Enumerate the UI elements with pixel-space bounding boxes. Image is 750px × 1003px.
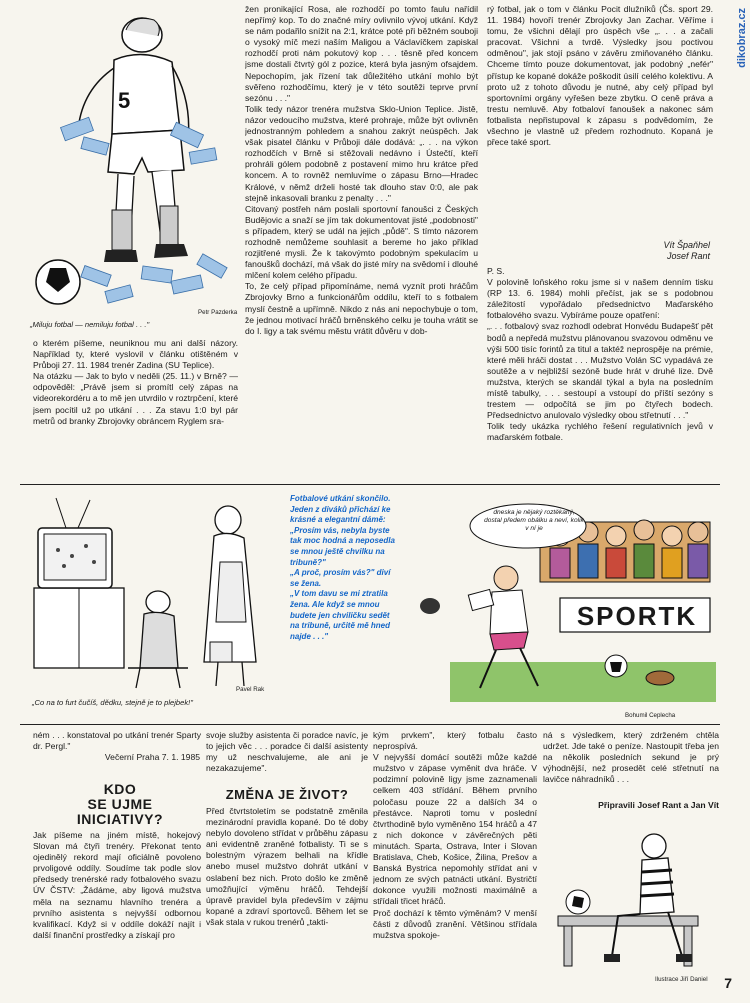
top-col3-ps: P. S. V polovině loňského roku jsme si v našem denním tisku (RP 13. 6. 1984) mohli přečíst, jak se s podobnou záležitostí vypořádalo předsednictvo Maďarského fotbalového svazu. Vybíráme pouze opatření: „. . . fotbalový svaz rozhodl odebrat Honvédu Budapešť pět bodů a nepředá mužstvu plánovanou svazovou odměnu ve výši 500 tisíc forintů za titul a taktéž neprospěje na prémie, které měli hráči dostat . . . Mužstvo Volán SC vypadává ze soutěže a v nejbližší sezóně bude hrát v druhé lize. Dvě mužstva, kterých se skandál týkal a byla na posledním místě tabulky, . . . sestoupí a vstoupí do příští sezóny s trestem — odpočítá se jim po čtyřech bodech. Předsednictvo anulovalo výsledky obou střetnutí . . ." Tolik tedy ukázka rychlého řešení regulativních jevů v maďarském fotbale.: [487, 266, 713, 443]
bottom-col1-source: Večerní Praha 7. 1. 1985: [104, 752, 200, 762]
heading-initiative: KDO SE UJME INICIATIVY?: [76, 781, 164, 827]
svg-text:5: 5: [118, 88, 131, 113]
cartoon3-sign: SPORTK: [576, 601, 698, 631]
page-number: 7: [724, 975, 732, 991]
bottom-col3-text: kým prvkem", který fotbalu často neprospívá. V nejvyšší domácí soutěži může každé mužstvo v zápase vyměnit dva hráče. V podzimní polovině ligy jsme zaznamenali celkem 403 střídání. Během prvního poločasu pouze 22 a dalších 34 o přestávce. Naproti tomu v poslední čtvrthodině bylo vyměněno 154 hráčů a 47 z nich dokonce v závěrečných pěti minutách. Sparta, Ostrava, Inter i Slovan Bratislava, Cheb, Košice, Žilina, Prešov a Banská Bystrica nepomohly střídat ani v jednom ze svých patnácti utkání. Bystričtí dokonce využili možnosti maximálně a střídali třicet hráčů. Proč dochází k těmto výměnám? V menší části z důvodů zranění. Většinou střídala mužstva spokoje-: [373, 730, 537, 940]
cartoon1-credit: Petr Pazderka: [198, 309, 238, 316]
bottom-col1-text: Jak píšeme na jiném místě, hokejový Slovan má čtyři trenéry. Překonat tento ojedinělý rekord mají oficiálně povoleno prvoligové oddíly. Soudíme tak podle slov předsedy trenérské rady fotbalového svazu ÚV ČSTV: „Žádáme, aby ligová mužstva měla na seznamu hlavního trenéra a prvního asistenta s nejvyšší odbornou kvalifikací. Když si v oddíle dokáží najít i další finanční prostředky a získají pro: [33, 830, 201, 940]
blue-anecdote: Fotbalové utkání skončilo. Jeden z diváků přichází ke krásné a elegantní dámě: „Prosím vás, nebyla byste tak moc hodná a neposedla se mnou ještě chvilku na tribuně?" „A proč, prosím vás?" diví se žena. „V tom davu se mi ztratila žena. Ale když se mnou budete jen chviličku sedět na tribuně, určitě mě hned najde . . .": [290, 494, 395, 641]
top-signature-1: Vít Špaňhel: [663, 240, 710, 250]
cartoon2-caption: „Co na to furt čučíš, dědku, stejně je to plejbek!": [32, 698, 193, 707]
cartoon3-credit: Bohumil Ceplecha: [625, 712, 676, 719]
bottom-signature: Připravili Josef Rant a Jan Vít: [598, 800, 719, 810]
cartoon-player-bench: [548, 816, 718, 976]
bottom-col4-text: ná s výsledkem, který zdrženém chtěla udržet. Jde také o peníze. Nastoupit třeba jen na několik posledních sekund je prý výhodnější, než prosedět celé střetnutí na lavičce náhradníků . . .: [543, 730, 719, 785]
bottom-col2-text2: Před čtvrtstoletím se podstatně změnila mezinárodní pravidla kopané. Do té doby nebylo dovoleno střídat v průběhu zápasu ani evidentně zraněné fotbalisty. Ti se s bolestným výrazem belhali na křídle anebo musel mužstvo dohrát utkání v oslabení bez nich. Proto došlo ke změně umožňující výměnu hráčů. Tehdejší úpravě pravidel byla především v zájmu kopané a zdraví sportovců. Během let se však stala v rukou trenérů „takti-: [206, 806, 368, 927]
bottom-col2-text: svoje služby asistenta či poradce navíc, je to jejich věc . . . poradce či další asistenty my už neschvalujeme, ale ani je nezakazujeme".: [206, 730, 368, 774]
top-col1-text: o kterém píšeme, neuniknou mu ani další názory. Například ty, které vyslovil v článku otištěném v Průboji 27. 11. 1984 trenér Zadina (SU Teplice). Na otázku — Jak to bylo v neděli (25. 11.) v Brně? — odpověděl: „Právě jsem si promítl celý zápas na videorekordéru a to mě jen utvrdilo v roztrpčení, které jsem pocítil už po utkání . . . Za stavu 1:0 byl pár metrů od branky Zbrojovky obráncem Ryglem sra-: [33, 338, 238, 426]
heading-change-is-life: ZMĚNA JE ŽIVOT?: [225, 787, 349, 802]
cartoon-tv-couple: [28, 492, 278, 692]
top-signature-2: Josef Rant: [666, 251, 710, 261]
cartoon-footballer-money: [22, 10, 244, 322]
watermark: dikobraz.cz: [736, 8, 748, 68]
cartoon3-speech: dneska je nějaký roztěkaný, dostal předem obálku a neví, kolik v ní je: [484, 509, 584, 532]
top-col2-text: žen pronikající Rosa, ale rozhodčí po tomto faulu nařídil nepřímý kop. To do značné míry ovlivnilo vývoj utkání. Když se nám podařilo snížit na 2:1, krátce poté při běžném souboji o vysoký míč mezi naším Maligou a Václavíčkem zapiskal rozhodčí proti nám pokutový kop . . . těsně před koncem jsme dostali čtvrtý gól z pozice, která byla jasným ofsajdem. Nepochopím, jak řízení tak důležitého utkání mohlo být svěřeno rozhodčímu, který je v této soutěži teprve první sezónu . . ." Tolik tedy názor trenéra mužstva Sklo-Union Teplice. Jistě, názor vedoucího mužstva, které prohraje, může být ovlivněn jednostranným pohledem a snahou zakrýt neúspěch. Jak však pisatel článku v Průboji dále dodává: „. . . na výkon rozhodčích v Brně si stěžovali nedávno i Ústečtí, kteří prohráli gólem podobně z postavení mimo hru krátce před koncem. A to rovněž nemluvíme o zápasu Brno—Hradec Králové, v němž drželi hosté tak dlouho stav 0:0, ale pak stejně inkasovali branku z penalty . . ." Citovaný postřeh nám poslali sportovní fanoušci z Českých Budějovic a snaží se jím tak dokumentovat jisté „podobnosti" s případem, který se udál na jejich „půdě". S tímto názorem rozhodně nemůžeme souhlasit a bereme ho jako příklad rozjitřené mysli. Že k takovýmto podobným spekulacím u fanoušků dochází, má však do jisté míry na svědomí i dlouhé mlčení kolem celého případu. To, že celý případ připomínáme, nemá vyznít proti hráčům Zbrojovky Brno a funkcionářům oddílu, kteří to s fotbalem myslí čestně a upřímně. Nikdo z nás ani nepochybuje o tom, že jednou motivací hráčů brněnského celku je touha vrátit se do I. ligy a tak svému městu vrátit důvěru v dob-: [245, 4, 478, 336]
section-divider-bottom: [20, 724, 720, 725]
cartoon1-caption: „Miluju fotbal — nemiluju fotbal . . .": [30, 320, 150, 329]
cartoon4-credit: Ilustrace Jiří Daniel: [655, 976, 708, 983]
cartoon2-credit: Pavel Rak: [236, 686, 265, 693]
bottom-col1-top: ném . . . konstatoval po utkání trenér Sparty dr. Pergl.": [33, 730, 201, 752]
section-divider-top: [20, 484, 720, 485]
top-col3-text: rý fotbal, jak o tom v článku Pocit dlužníků (Čs. sport 29. 11. 1984) hovoří trenér Zbrojovky Jan Zachar. Věříme i tomu, že všichni dělají pro úspěch vše „. . . a začali pracovat. Všichni a tvrdě. Výsledky jsou poctivou odměnou", jak stojí psáno v závěru zmiňovaného článku. Chceme tímto pouze dokumentovat, jak podobný „nefér" přístup ke kopané dokáže poškodit úsilí celého kolektivu. A proto už z tohoto důvodu je nutné, aby celý případ byl sportovními orgány vyřešen beze zbytku. O ceně práva a trestu nemluvě. Aby fotbaloví fanoušek a nakonec sám fotbalista nepřistupoval k zápasu s podvědomím, že všechno je vlastně už předem rozhodnuto. Kopaná je přece také sport.: [487, 4, 713, 148]
